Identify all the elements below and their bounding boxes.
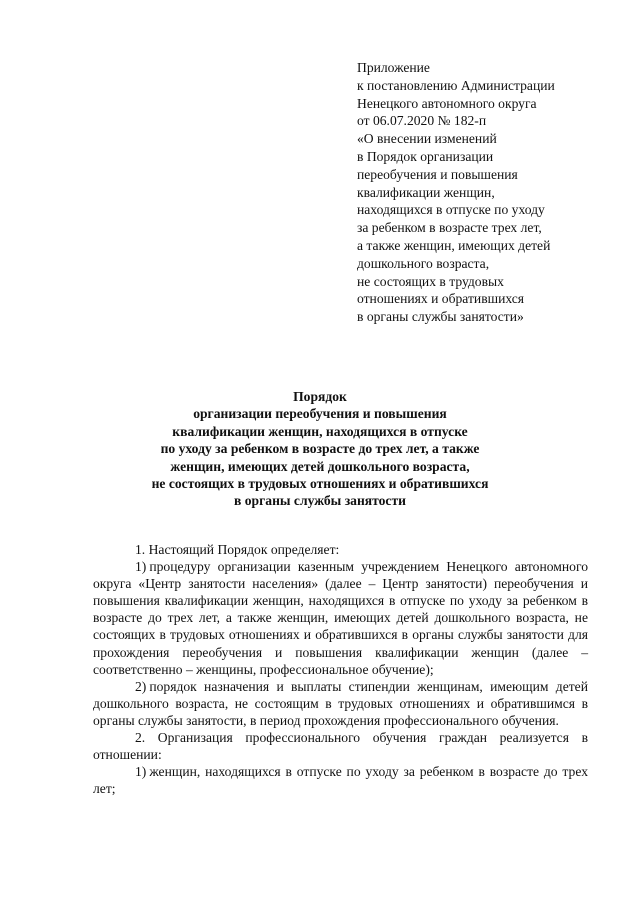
paragraph-1-2 — [93, 678, 588, 729]
item-text: процедуру организации казенным учреждением Ненецкого автономного округа «Центр занятости населения» (далее – Центр занятости) переобучения и повышения квалификации женщин, находящихся в отпуске по уходу за ребенком в возрасте до трех лет, а также женщин, имеющих детей дошкольного возраста, не состоящих в трудовых отношениях и обратившихся в органы службы занятости для прохождения переобучения и повышения квалификации женщин (далее – соответственно – женщины, профессиональное обучение); — [93, 559, 588, 677]
appendix-line: переобучения и повышения — [357, 166, 518, 182]
title-line: Порядок — [293, 389, 347, 404]
item-text: порядок назначения и выплаты стипендии женщинам, имеющим детей дошкольного возраста, не состоящим в трудовых отношениях и обратившимся в органы службы занятости, в период прохождения профессионального обучения. — [93, 678, 588, 728]
appendix-line: квалификации женщин, — [357, 184, 495, 200]
paragraph-1: 1. Настоящий Порядок определяет: — [135, 542, 340, 557]
title-line: квалификации женщин, находящихся в отпуске — [172, 423, 468, 439]
paragraph-2: 2. Организация профессионального обучения граждан реализуется в отношении: — [93, 730, 588, 763]
appendix-line: находящихся в отпуске по уходу — [357, 202, 545, 218]
title-line: по уходу за ребенком в возрасте до трех лет, а также — [160, 441, 480, 457]
appendix-line: от 06.07.2020 № 182-п — [357, 113, 487, 129]
paragraph-2-1 — [93, 763, 588, 797]
title-line: не состоящих в трудовых отношениях и обратившихся — [151, 476, 489, 492]
title-line: в органы службы занятости — [234, 493, 406, 509]
appendix-line: к постановлению Администрации — [357, 77, 555, 93]
appendix-header — [357, 59, 627, 326]
appendix-line: а также женщин, имеющих детей — [357, 237, 551, 253]
appendix-line: в органы службы занятости» — [357, 309, 524, 325]
appendix-line: Приложение — [357, 60, 430, 75]
appendix-line: отношениях и обратившихся — [357, 291, 525, 307]
appendix-line: в Порядок организации — [357, 148, 494, 164]
title-line: женщин, имеющих детей дошкольного возраста, — [170, 458, 470, 474]
item-number: 2) — [135, 678, 147, 694]
item-text: женщин, находящихся в отпуске по уходу за ребенком в возрасте до трех лет; — [93, 764, 588, 797]
appendix-line: не состоящих в трудовых — [357, 273, 504, 289]
appendix-line: Ненецкого автономного округа — [357, 95, 537, 111]
item-number: 1) — [135, 559, 147, 575]
appendix-line: «О внесении изменений — [357, 131, 497, 147]
appendix-line: дошкольного возраста, — [357, 255, 490, 271]
paragraph-1-1 — [93, 558, 588, 678]
appendix-line: за ребенком в возрасте трех лет, — [357, 220, 542, 236]
document-body — [93, 541, 588, 797]
title-line: организации переобучения и повышения — [193, 406, 447, 422]
item-number: 1) — [135, 764, 147, 780]
document-title — [92, 388, 548, 510]
